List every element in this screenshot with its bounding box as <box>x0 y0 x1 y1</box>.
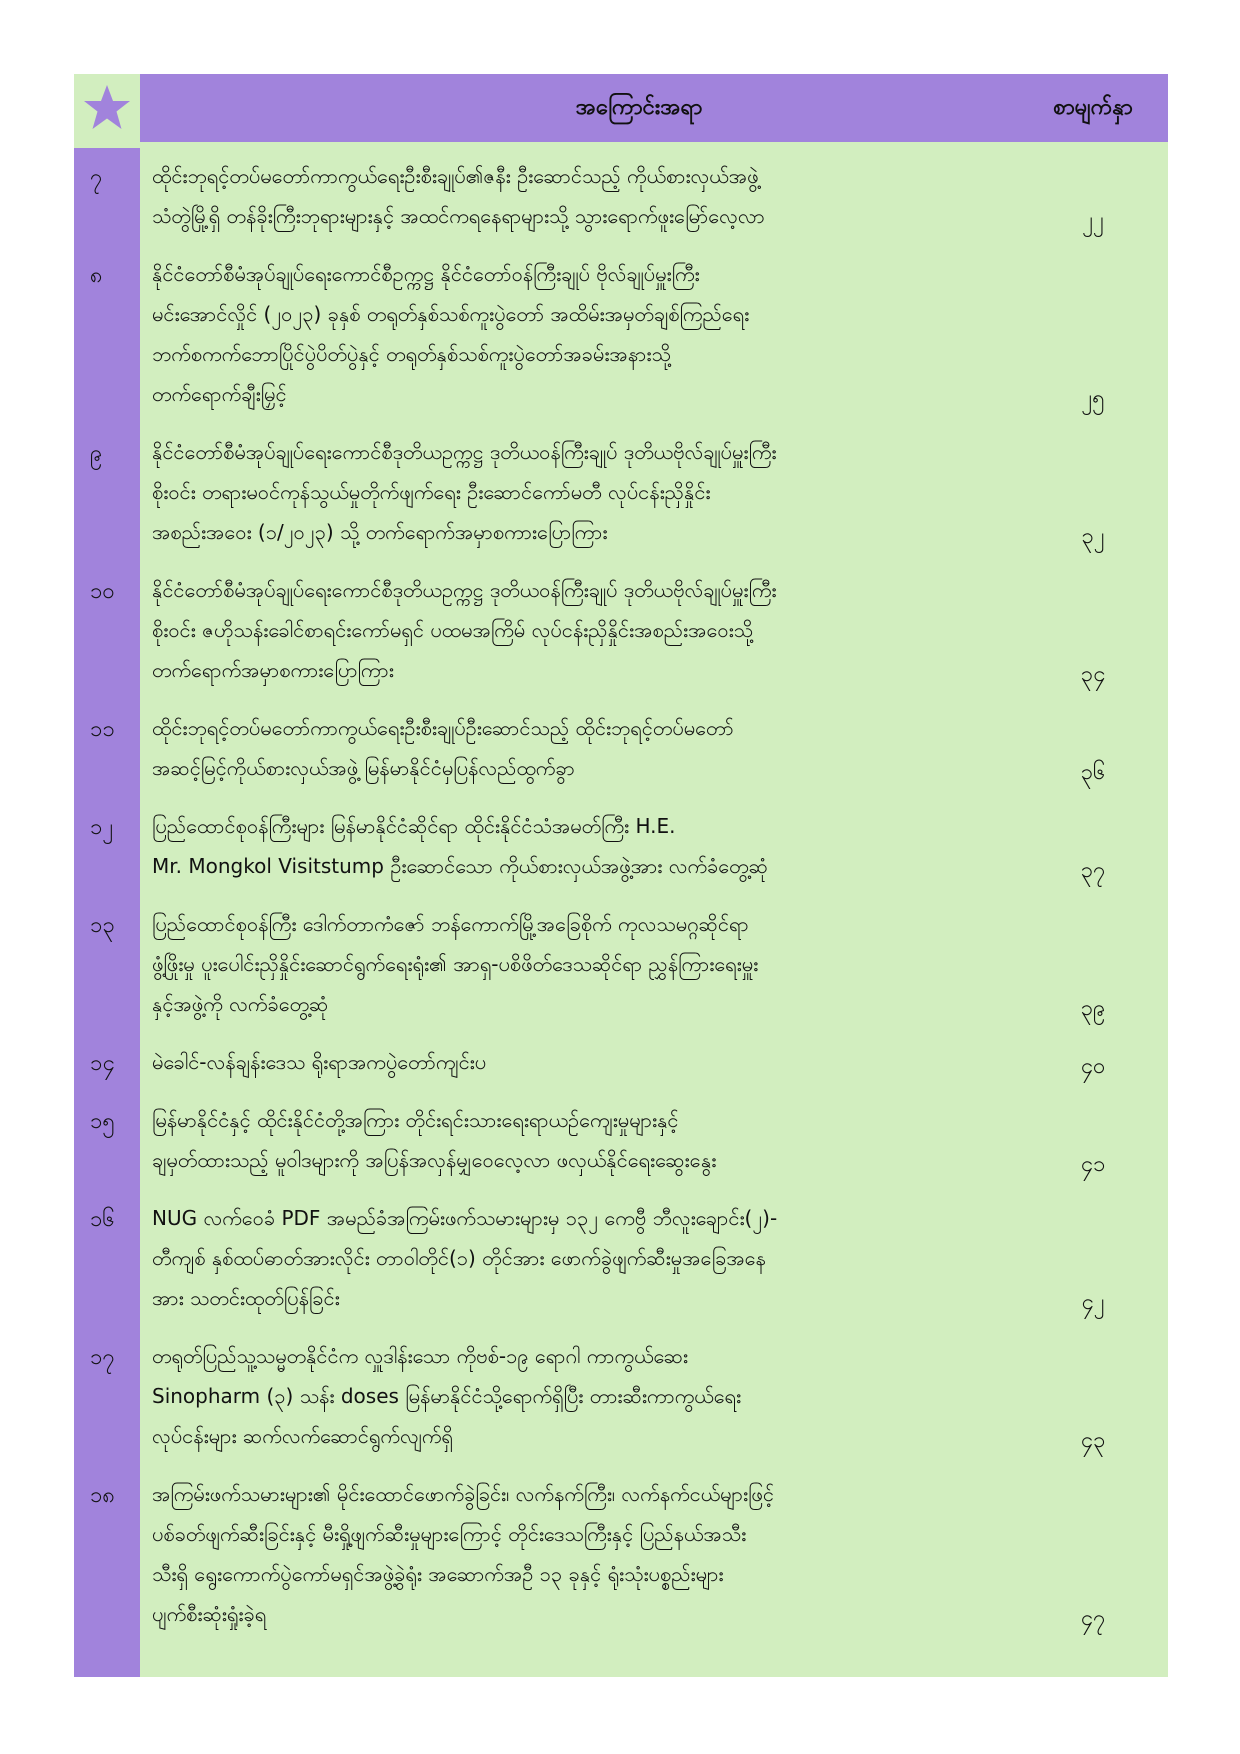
toc-entry[interactable] <box>74 1328 1168 1466</box>
entry-number: ၈ <box>74 246 140 424</box>
number-column-filler <box>74 1644 140 1677</box>
entry-number: ၁၅ <box>74 1092 140 1190</box>
toc-entry[interactable] <box>74 424 1168 562</box>
entry-page: ၃၉ <box>1080 996 1106 1021</box>
entry-number: ၁၆ <box>74 1190 140 1328</box>
entry-number: ၁၄ <box>74 1034 140 1092</box>
entry-number: ၁၁ <box>74 700 140 798</box>
entry-page: ၄၂ <box>1081 1290 1105 1315</box>
entry-page: ၄၇ <box>1080 1606 1106 1631</box>
entry-page: ၄၃ <box>1080 1428 1106 1453</box>
entry-title: ပြည်ထောင်စုဝန်ကြီးများ မြန်မာနိုင်ငံဆိုင်ရာ ထိုင်းနိုင်ငံသံအမတ်ကြီး H.E. Mr. Mongkol Visitstump ဦးဆောင်သော ကိုယ်စားလှယ်အဖွဲ့အား လက်ခံတွေ့ဆုံ <box>152 814 768 878</box>
toc-entry[interactable] <box>74 562 1168 700</box>
toc-body <box>74 142 1168 1677</box>
entry-number: ၇ <box>74 148 140 246</box>
toc-entry[interactable] <box>74 1092 1168 1190</box>
toc-entry[interactable] <box>74 798 1168 896</box>
entry-page: ၄၀ <box>1080 1054 1106 1079</box>
entry-title: တရုတ်ပြည်သူ့သမ္မတနိုင်ငံက လှူဒါန်းသော ကိုဗစ်-၁၉ ရောဂါ ကာကွယ်ဆေး Sinopharm (၃) သန်း doses မြန်မာနိုင်ငံသို့ရောက်ရှိပြီး တားဆီးကာကွယ်ရေး လုပ်ငန်းများ ဆက်လက်ဆောင်ရွက်လျက်ရှိ <box>152 1344 742 1448</box>
star-cell <box>74 74 140 142</box>
entry-number: ၁၇ <box>74 1328 140 1466</box>
entry-page: ၄၁ <box>1080 1152 1106 1177</box>
table-of-contents <box>74 74 1168 1677</box>
page-heading: စာမျက်နှာ <box>1053 94 1133 120</box>
entry-title: မဲခေါင်-လန်ချန်းဒေသ ရိုးရာအကပွဲတော်ကျင်းပ <box>152 1050 487 1074</box>
toc-filler <box>74 1644 1168 1677</box>
contents-heading: အကြောင်းအရာ <box>575 94 703 120</box>
entry-page: ၃၂ <box>1081 524 1105 549</box>
entry-title: နိုင်ငံတော်စီမံအုပ်ချုပ်ရေးကောင်စီဒုတိယဥက္ကဋ္ဌ ဒုတိယဝန်ကြီးချုပ် ဒုတိယဗိုလ်ချုပ်မှူးကြီး စိုးဝင်း တရားမဝင်ကုန်သွယ်မှုတိုက်ဖျက်ရေး ဦးဆောင်ကော်မတီ လုပ်ငန်းညှိနှိုင်း အစည်းအဝေး (၁/၂၀၂၃) သို့ တက်ရောက်အမှာစကားပြောကြား <box>152 440 777 544</box>
entry-page: ၂၂ <box>1082 208 1104 233</box>
toc-entry[interactable] <box>74 1034 1168 1092</box>
entry-title: နိုင်ငံတော်စီမံအုပ်ချုပ်ရေးကောင်စီဒုတိယဥက္ကဋ္ဌ ဒုတိယဝန်ကြီးချုပ် ဒုတိယဗိုလ်ချုပ်မှူးကြီး စိုးဝင်း ဇဟိုသန်းခေါင်စာရင်းကော်မရှင် ပထမအကြိမ် လုပ်ငန်းညှိနှိုင်းအစည်းအဝေးသို့ တက်ရောက်အမှာစကားပြောကြား <box>152 578 777 682</box>
star-icon <box>82 83 132 133</box>
entry-title: အကြမ်းဖက်သမားများ၏ မိုင်းထောင်ဖောက်ခွဲခြင်း၊ လက်နက်ကြီး၊ လက်နက်ငယ်များဖြင့် ပစ်ခတ်ဖျက်ဆီးခြင်းနှင့် မီးရှို့ဖျက်ဆီးမှုများကြောင့် တိုင်းဒေသကြီးနှင့် ပြည်နယ်အသီး သီးရှိ ရွေးကောက်ပွဲကော်မရှင်အဖွဲ့ခွဲရုံး အဆောက်အဦ ၁၃ ခုနှင့် ရုံးသုံးပစ္စည်းများ ပျက်စီးဆုံးရှုံးခဲ့ရ <box>152 1482 774 1626</box>
entry-title: မြန်မာနိုင်ငံနှင့် ထိုင်းနိုင်ငံတို့အကြား တိုင်းရင်းသားရေးရာယဉ်ကျေးမှုများနှင့် ချမှတ်ထားသည့် မူဝါဒများကို အပြန်အလှန်မျှဝေလေ့လာ ဖလှယ်နိုင်ရေးဆွေးနွေး <box>152 1108 717 1172</box>
toc-entry[interactable] <box>74 148 1168 246</box>
entry-number: ၁၈ <box>74 1466 140 1644</box>
toc-header <box>74 74 1168 142</box>
entry-title: NUG လက်ဝေခံ PDF အမည်ခံအကြမ်းဖက်သမားများမှ ၁၃၂ ကေဗွီ ဘီလူးချောင်း(၂)- တီကျစ် နှစ်ထပ်ဓာတ်အားလိုင်း တာဝါတိုင်(၁) တိုင်အား ဖောက်ခွဲဖျက်ဆီးမှုအခြေအနေ အား သတင်းထုတ်ပြန်ခြင်း <box>152 1206 778 1310</box>
entry-page: ၃၇ <box>1080 858 1106 883</box>
entry-title: ထိုင်းဘုရင့်တပ်မတော်ကာကွယ်ရေးဦးစီးချုပ်၏ဇနီး ဦးဆောင်သည့် ကိုယ်စားလှယ်အဖွဲ့ သံတွဲမြို့ရှိ တန်ခိုးကြီးဘုရားများနှင့် အထင်ကရနေရာများသို့ သွားရောက်ဖူးမြော်လေ့လာ <box>152 164 765 228</box>
toc-entry[interactable] <box>74 246 1168 424</box>
entry-page: ၃၆ <box>1080 760 1106 785</box>
entry-number: ၁၂ <box>74 798 140 896</box>
entry-number: ၁၀ <box>74 562 140 700</box>
entry-page: ၃၄ <box>1080 662 1106 687</box>
entry-title: ထိုင်းဘုရင့်တပ်မတော်ကာကွယ်ရေးဦးစီးချုပ်ဦးဆောင်သည့် ထိုင်းဘုရင့်တပ်မတော် အဆင့်မြင့်ကိုယ်စားလှယ်အဖွဲ့ မြန်မာနိုင်ငံမှပြန်လည်ထွက်ခွာ <box>152 716 734 780</box>
entry-title: နိုင်ငံတော်စီမံအုပ်ချုပ်ရေးကောင်စီဥက္ကဋ္ဌ နိုင်ငံတော်ဝန်ကြီးချုပ် ဗိုလ်ချုပ်မှူးကြီး မင်းအောင်လှိုင် (၂၀၂၃) ခုနှစ် တရုတ်နှစ်သစ်ကူးပွဲတော် အထိမ်းအမှတ်ချစ်ကြည်ရေး ဘက်စကက်ဘောပြိုင်ပွဲပိတ်ပွဲနှင့် တရုတ်နှစ်သစ်ကူးပွဲတော်အခမ်းအနားသို့ တက်ရောက်ချီးမြှင့် <box>152 262 750 406</box>
entry-number: ၉ <box>74 424 140 562</box>
toc-entry[interactable] <box>74 1466 1168 1644</box>
entry-number: ၁၃ <box>74 896 140 1034</box>
toc-entry[interactable] <box>74 700 1168 798</box>
entry-title: ပြည်ထောင်စုဝန်ကြီး ဒေါက်တာကံဇော် ဘန်ကောက်မြို့အခြေစိုက် ကုလသမဂ္ဂဆိုင်ရာ ဖွံ့ဖြိုးမှု ပူးပေါင်းညှိနှိုင်းဆောင်ရွက်ရေးရုံး၏ အာရှ-ပစိဖိတ်ဒေသဆိုင်ရာ ညွှန်ကြားရေးမှူး နှင့်အဖွဲ့ကို လက်ခံတွေ့ဆုံ <box>152 912 759 1016</box>
toc-entry[interactable] <box>74 1190 1168 1328</box>
entry-page: ၂၅ <box>1081 386 1105 411</box>
toc-entry[interactable] <box>74 896 1168 1034</box>
